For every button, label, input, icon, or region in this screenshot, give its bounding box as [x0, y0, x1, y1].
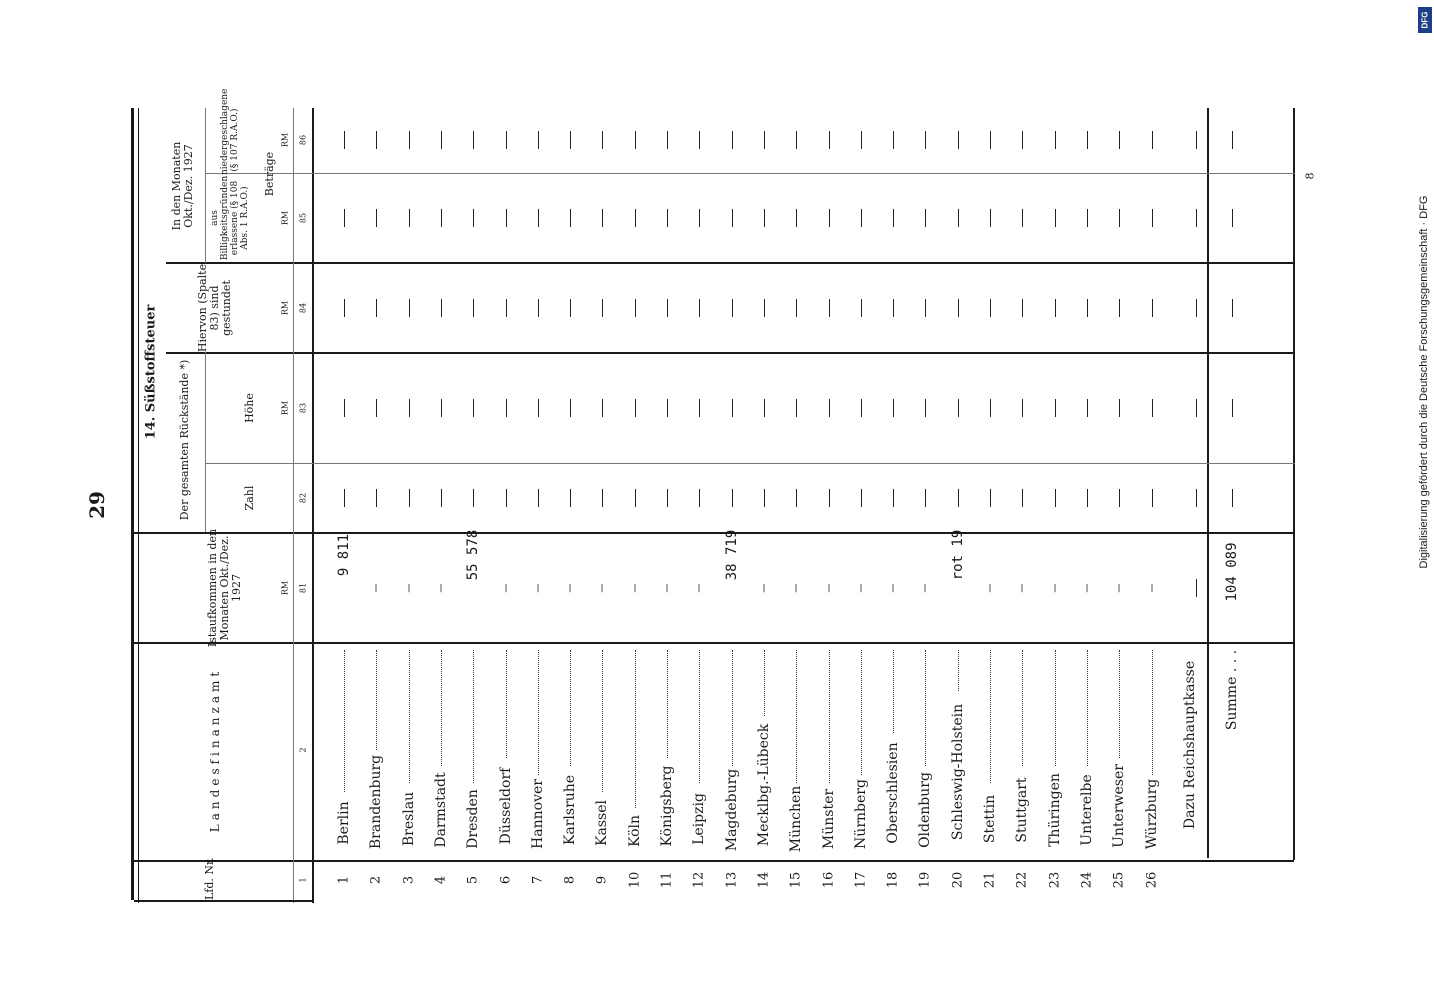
empty-value-dash	[635, 399, 636, 417]
empty-value-dash	[1087, 489, 1088, 507]
side-credit: Digitalisierung gefördert durch die Deutsche Forschungsgemeinschaft · DFG	[1418, 195, 1430, 569]
row-istaufkommen: —	[853, 583, 869, 593]
empty-value-dash	[699, 131, 700, 149]
leader-dots	[1055, 650, 1057, 766]
row-landesfinanzamt: Thüringen	[1047, 773, 1063, 848]
row-number: 6	[498, 875, 514, 885]
row-landesfinanzamt: Mecklbg.-Lübeck	[756, 723, 772, 847]
empty-value-dash	[602, 489, 603, 507]
leader-dots	[990, 650, 992, 783]
empty-value-dash	[732, 489, 733, 507]
empty-value-dash	[796, 399, 797, 417]
empty-value-dash	[538, 299, 539, 317]
leader-dots	[861, 650, 863, 775]
empty-value-dash	[1196, 131, 1197, 149]
table-header-rule	[138, 108, 139, 903]
row-landesfinanzamt: Berlin	[336, 801, 352, 845]
empty-value-dash	[958, 131, 959, 149]
col-sep-hiervon	[166, 262, 1294, 264]
row-landesfinanzamt: Unterelbe	[1079, 774, 1095, 846]
empty-value-dash	[376, 131, 377, 149]
empty-value-dash	[1087, 399, 1088, 417]
row-number: 4	[433, 875, 449, 885]
row-number: 10	[627, 871, 643, 889]
empty-value-dash	[570, 489, 571, 507]
empty-value-dash	[538, 399, 539, 417]
empty-value-dash	[1196, 489, 1197, 507]
empty-value-dash	[570, 209, 571, 227]
table-bottom-border	[1293, 108, 1295, 860]
row-istaufkommen: —	[627, 583, 643, 593]
row-number: 21	[982, 871, 998, 889]
empty-value-dash	[925, 399, 926, 417]
row-istaufkommen: —	[594, 583, 610, 593]
empty-value-dash	[344, 489, 345, 507]
row-landesfinanzamt: Nürnberg	[853, 779, 869, 850]
row-number: 12	[691, 871, 707, 889]
empty-value-dash	[1022, 489, 1023, 507]
empty-value-dash	[1152, 209, 1153, 227]
row-number: 8	[562, 875, 578, 885]
leader-dots	[732, 650, 734, 766]
row-number: 20	[950, 871, 966, 889]
empty-value-dash	[409, 299, 410, 317]
leader-dots	[344, 650, 346, 792]
empty-value-dash	[893, 299, 894, 317]
empty-value-dash	[990, 489, 991, 507]
empty-value-dash	[958, 399, 959, 417]
leader-dots	[441, 650, 443, 766]
row-istaufkommen: —	[530, 583, 546, 593]
empty-value-dash	[1232, 299, 1233, 317]
table-column-header-bottom	[312, 108, 314, 903]
empty-value-dash	[861, 209, 862, 227]
colnum-84: 84	[298, 302, 308, 314]
row-istaufkommen: —	[788, 583, 804, 593]
row-istaufkommen: —	[756, 583, 772, 593]
row-istaufkommen: —	[821, 583, 837, 593]
row-istaufkommen: —	[917, 583, 933, 593]
empty-value-dash	[925, 131, 926, 149]
empty-value-dash	[958, 299, 959, 317]
empty-value-dash	[506, 399, 507, 417]
empty-value-dash	[1055, 489, 1056, 507]
colnum-82: 82	[298, 492, 308, 504]
row-landesfinanzamt: Karlsruhe	[562, 775, 578, 846]
row-istaufkommen: —	[1014, 583, 1030, 593]
empty-value-dash	[829, 489, 830, 507]
unit-81: RM	[280, 580, 290, 596]
row-landesfinanzamt: Münster	[821, 788, 837, 849]
empty-value-dash	[635, 489, 636, 507]
header-rueckstaende: Der gesamten Rückstände *)	[178, 359, 191, 521]
empty-value-dash	[538, 131, 539, 149]
empty-value-dash	[829, 131, 830, 149]
empty-value-dash	[829, 299, 830, 317]
row-number: 1	[336, 875, 352, 885]
empty-value-dash	[764, 209, 765, 227]
empty-value-dash	[990, 399, 991, 417]
empty-value-dash	[1196, 579, 1197, 597]
row-istaufkommen: —	[885, 583, 901, 593]
header-monate: In den Monaten Okt./Dez. 1927	[170, 141, 195, 231]
empty-value-dash	[570, 299, 571, 317]
row-istaufkommen: —	[659, 583, 675, 593]
header-landesfinanzamt: Landesfinanzamt	[208, 667, 222, 833]
row-number: 14	[756, 871, 772, 889]
empty-value-dash	[1232, 399, 1233, 417]
col-sep-zahl	[205, 463, 1295, 464]
empty-value-dash	[1119, 489, 1120, 507]
row-istaufkommen: —	[498, 583, 514, 593]
row-number: 17	[853, 871, 869, 889]
row-landesfinanzamt: Dresden	[465, 788, 481, 849]
row-number: 11	[659, 871, 675, 889]
row-landesfinanzamt: Stuttgart	[1014, 777, 1030, 843]
empty-value-dash	[635, 299, 636, 317]
empty-value-dash	[1087, 131, 1088, 149]
row-istaufkommen: —	[562, 583, 578, 593]
row-landesfinanzamt: Unterweser	[1111, 764, 1127, 848]
empty-value-dash	[344, 131, 345, 149]
empty-value-dash	[893, 489, 894, 507]
empty-value-dash	[538, 209, 539, 227]
empty-value-dash	[861, 299, 862, 317]
unit-83: RM	[280, 400, 290, 416]
row-istaufkommen: —	[982, 583, 998, 593]
empty-value-dash	[764, 399, 765, 417]
empty-value-dash	[990, 209, 991, 227]
empty-value-dash	[861, 131, 862, 149]
reichshauptkasse-label: Dazu Reichshauptkasse	[1182, 660, 1198, 830]
col-sep-ist	[134, 532, 1294, 534]
empty-value-dash	[473, 299, 474, 317]
margin-mark: 8	[1303, 172, 1317, 180]
row-landesfinanzamt: Leipzig	[691, 792, 707, 845]
row-landesfinanzamt: Schleswig-Holstein	[950, 704, 966, 841]
empty-value-dash	[1022, 131, 1023, 149]
leader-dots	[893, 650, 895, 733]
leader-dots	[1152, 650, 1154, 775]
leader-dots	[958, 650, 960, 691]
empty-value-dash	[958, 489, 959, 507]
row-istaufkommen: 55 578	[465, 529, 481, 581]
empty-value-dash	[506, 209, 507, 227]
row-istaufkommen: —	[433, 583, 449, 593]
unit-84: RM	[280, 300, 290, 316]
empty-value-dash	[829, 209, 830, 227]
empty-value-dash	[1119, 131, 1120, 149]
empty-value-dash	[602, 299, 603, 317]
empty-value-dash	[893, 209, 894, 227]
row-number: 22	[1014, 871, 1030, 889]
empty-value-dash	[1119, 399, 1120, 417]
empty-value-dash	[1055, 131, 1056, 149]
leader-dots	[602, 650, 604, 792]
empty-value-dash	[893, 131, 894, 149]
row-istaufkommen: 38 719	[724, 529, 740, 581]
colnum-85: 85	[298, 212, 308, 224]
empty-value-dash	[570, 131, 571, 149]
leader-dots	[376, 650, 378, 750]
empty-value-dash	[1055, 399, 1056, 417]
row-number: 5	[465, 875, 481, 885]
row-number: 9	[594, 875, 610, 885]
empty-value-dash	[409, 131, 410, 149]
empty-value-dash	[376, 399, 377, 417]
col-sep-nr	[134, 860, 1294, 862]
empty-value-dash	[441, 131, 442, 149]
empty-value-dash	[602, 399, 603, 417]
leader-dots	[409, 650, 411, 783]
empty-value-dash	[602, 131, 603, 149]
col-sep-85	[205, 173, 1295, 174]
empty-value-dash	[764, 299, 765, 317]
empty-value-dash	[990, 299, 991, 317]
empty-value-dash	[538, 489, 539, 507]
leader-dots	[829, 650, 831, 783]
colnum-81: 81	[298, 582, 308, 594]
row-landesfinanzamt: Oldenburg	[917, 772, 933, 849]
left-frame	[134, 900, 314, 902]
empty-value-dash	[376, 209, 377, 227]
row-landesfinanzamt: Brandenburg	[368, 754, 384, 849]
empty-value-dash	[699, 489, 700, 507]
empty-value-dash	[764, 131, 765, 149]
empty-value-dash	[1055, 299, 1056, 317]
row-landesfinanzamt: Königsberg	[659, 765, 675, 847]
empty-value-dash	[1232, 209, 1233, 227]
colnum-2: 2	[298, 747, 308, 753]
row-istaufkommen: 9 811	[336, 533, 352, 577]
empty-value-dash	[1196, 209, 1197, 227]
row-landesfinanzamt: Stettin	[982, 794, 998, 843]
colnum-83: 83	[298, 402, 308, 414]
leader-dots	[1119, 650, 1121, 758]
empty-value-dash	[1022, 209, 1023, 227]
col-sep-name	[134, 642, 1294, 644]
empty-value-dash	[1055, 209, 1056, 227]
empty-value-dash	[441, 399, 442, 417]
section-title: 14. Süßstoffsteuer	[143, 304, 159, 440]
empty-value-dash	[925, 299, 926, 317]
row-istaufkommen: rot 19	[950, 529, 966, 581]
row-number: 18	[885, 871, 901, 889]
empty-value-dash	[990, 131, 991, 149]
empty-value-dash	[699, 209, 700, 227]
summe-label: Summe . . .	[1224, 649, 1240, 731]
empty-value-dash	[409, 489, 410, 507]
leader-dots	[1087, 650, 1089, 766]
empty-value-dash	[699, 299, 700, 317]
empty-value-dash	[1119, 299, 1120, 317]
row-istaufkommen: —	[401, 583, 417, 593]
leader-dots	[699, 650, 701, 783]
empty-value-dash	[441, 299, 442, 317]
row-landesfinanzamt: Breslau	[401, 791, 417, 846]
dfg-logo: DFG	[1418, 7, 1432, 33]
row-istaufkommen: —	[1047, 583, 1063, 593]
empty-value-dash	[861, 489, 862, 507]
unit-85: RM	[280, 210, 290, 226]
empty-value-dash	[506, 489, 507, 507]
leader-dots	[506, 650, 508, 758]
row-landesfinanzamt: Köln	[627, 815, 643, 848]
table-top-border	[131, 108, 134, 900]
leader-dots	[764, 650, 766, 716]
empty-value-dash	[1087, 299, 1088, 317]
empty-value-dash	[699, 399, 700, 417]
empty-value-dash	[473, 489, 474, 507]
group-rule-monate	[205, 108, 206, 263]
empty-value-dash	[376, 489, 377, 507]
empty-value-dash	[667, 399, 668, 417]
header-hoehe: Höhe	[243, 393, 256, 423]
header-zahl: Zahl	[243, 485, 256, 511]
row-number: 26	[1144, 871, 1160, 889]
empty-value-dash	[376, 299, 377, 317]
row-istaufkommen: —	[1111, 583, 1127, 593]
row-istaufkommen: —	[1144, 583, 1160, 593]
row-landesfinanzamt: Würzburg	[1144, 779, 1160, 850]
table-sum-rule	[1207, 108, 1209, 858]
row-istaufkommen: —	[691, 583, 707, 593]
empty-value-dash	[1232, 131, 1233, 149]
leader-dots	[1022, 650, 1024, 766]
empty-value-dash	[667, 299, 668, 317]
leader-dots	[667, 650, 669, 758]
empty-value-dash	[796, 299, 797, 317]
header-lfd: Lfd. Nr.	[203, 857, 216, 900]
empty-value-dash	[635, 131, 636, 149]
empty-value-dash	[506, 299, 507, 317]
empty-value-dash	[1232, 489, 1233, 507]
summe-value: 104 089	[1224, 542, 1240, 602]
empty-value-dash	[473, 131, 474, 149]
empty-value-dash	[764, 489, 765, 507]
empty-value-dash	[344, 299, 345, 317]
row-landesfinanzamt: Darmstadt	[433, 772, 449, 848]
page-number: 29	[85, 491, 109, 519]
empty-value-dash	[1022, 299, 1023, 317]
header-istaufkommen: Istaufkommen in den Monaten Okt./Dez. 1927	[206, 528, 243, 648]
empty-value-dash	[667, 209, 668, 227]
row-number: 3	[401, 875, 417, 885]
row-landesfinanzamt: Kassel	[594, 799, 610, 846]
empty-value-dash	[732, 209, 733, 227]
empty-value-dash	[861, 399, 862, 417]
empty-value-dash	[409, 399, 410, 417]
unit-86: RM	[280, 132, 290, 148]
empty-value-dash	[925, 209, 926, 227]
empty-value-dash	[602, 209, 603, 227]
empty-value-dash	[441, 209, 442, 227]
empty-value-dash	[796, 489, 797, 507]
row-number: 15	[788, 871, 804, 889]
empty-value-dash	[1152, 399, 1153, 417]
leader-dots	[473, 650, 475, 783]
row-number: 24	[1079, 871, 1095, 889]
leader-dots	[570, 650, 572, 766]
header-betraege: Beträge	[263, 151, 276, 197]
row-landesfinanzamt: Hannover	[530, 779, 546, 850]
colnum-1: 1	[298, 877, 308, 883]
empty-value-dash	[925, 489, 926, 507]
empty-value-dash	[796, 209, 797, 227]
row-number: 23	[1047, 871, 1063, 889]
leader-dots	[925, 650, 927, 766]
empty-value-dash	[344, 209, 345, 227]
row-landesfinanzamt: München	[788, 785, 804, 852]
group-rule-rueck	[205, 352, 206, 532]
empty-value-dash	[667, 489, 668, 507]
header-hiervon: Hiervon (Spalte 83) sind gestundet	[196, 263, 233, 353]
row-istaufkommen: —	[1079, 583, 1095, 593]
row-number: 16	[821, 871, 837, 889]
empty-value-dash	[1152, 489, 1153, 507]
empty-value-dash	[732, 399, 733, 417]
empty-value-dash	[1152, 299, 1153, 317]
row-number: 13	[724, 871, 740, 889]
empty-value-dash	[441, 489, 442, 507]
row-number: 19	[917, 871, 933, 889]
col-number-rule	[293, 108, 294, 903]
empty-value-dash	[1087, 209, 1088, 227]
empty-value-dash	[1119, 209, 1120, 227]
empty-value-dash	[796, 131, 797, 149]
row-number: 7	[530, 875, 546, 885]
leader-dots	[538, 650, 540, 775]
empty-value-dash	[473, 399, 474, 417]
empty-value-dash	[732, 131, 733, 149]
empty-value-dash	[732, 299, 733, 317]
empty-value-dash	[1022, 399, 1023, 417]
row-landesfinanzamt: Oberschlesien	[885, 742, 901, 844]
empty-value-dash	[893, 399, 894, 417]
row-number: 2	[368, 875, 384, 885]
empty-value-dash	[667, 131, 668, 149]
empty-value-dash	[1196, 299, 1197, 317]
empty-value-dash	[1196, 399, 1197, 417]
leader-dots	[635, 650, 637, 808]
empty-value-dash	[409, 209, 410, 227]
header-niedergeschlagene: niedergeschlagene (§ 107 R.A.O.)	[220, 88, 240, 175]
row-istaufkommen: —	[368, 583, 384, 593]
empty-value-dash	[635, 209, 636, 227]
colnum-86: 86	[298, 134, 308, 146]
empty-value-dash	[506, 131, 507, 149]
row-landesfinanzamt: Düsseldorf	[498, 767, 514, 845]
row-landesfinanzamt: Magdeburg	[724, 768, 740, 852]
empty-value-dash	[1152, 131, 1153, 149]
empty-value-dash	[473, 209, 474, 227]
empty-value-dash	[958, 209, 959, 227]
col-sep-hoehe	[166, 352, 1294, 354]
empty-value-dash	[570, 399, 571, 417]
empty-value-dash	[829, 399, 830, 417]
empty-value-dash	[344, 399, 345, 417]
row-number: 25	[1111, 871, 1127, 889]
leader-dots	[796, 650, 798, 783]
header-billigkeit: aus Billigkeitsgründen erlassene (§ 108 Abs. 1 R.A.O.)	[210, 175, 250, 261]
